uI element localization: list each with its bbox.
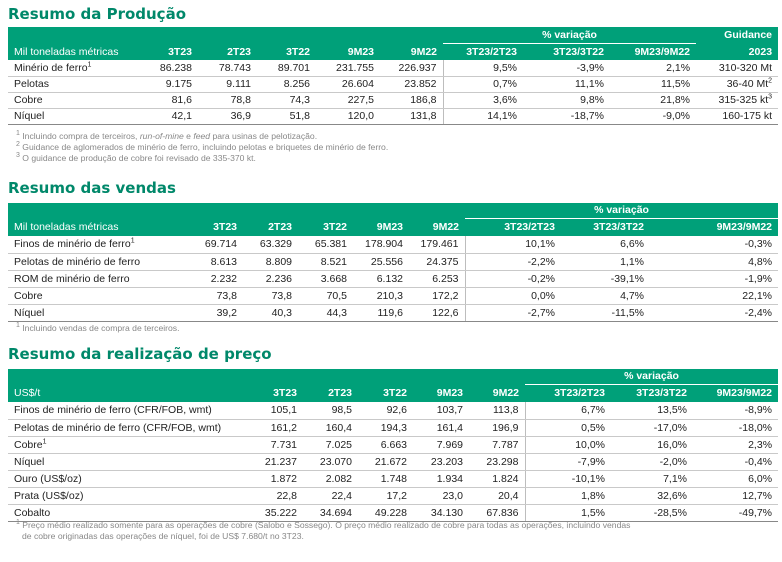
table-cell: 8.613	[183, 253, 243, 270]
table-cell: -2,4%	[650, 304, 778, 321]
col-header: 3T23/3T22	[523, 43, 610, 60]
col-header: 9M23/9M22	[693, 384, 778, 402]
table-cell: -3,9%	[523, 60, 610, 76]
row-label: Ouro (US$/oz)	[8, 470, 243, 487]
table-cell: -9,0%	[610, 108, 696, 124]
col-header: 3T23/2T23	[465, 218, 561, 236]
table-cell: 20,4	[469, 487, 525, 504]
table-cell: 3.668	[298, 270, 353, 287]
table-cell: 103,7	[413, 402, 469, 419]
table-cell: 22,4	[303, 487, 358, 504]
table-cell: 11,1%	[523, 76, 610, 92]
col-header: 9M22	[380, 43, 443, 60]
row-label: Prata (US$/oz)	[8, 487, 243, 504]
production-guidance-year: 2023	[696, 43, 778, 60]
sales-title: Resumo das vendas	[8, 179, 176, 197]
table-cell: 74,3	[257, 92, 316, 108]
table-cell: -28,5%	[611, 504, 693, 521]
table-cell: 23.070	[303, 453, 358, 470]
table-cell: 179.461	[409, 236, 465, 253]
table-cell: -7,9%	[525, 453, 611, 470]
table-cell: 8.809	[243, 253, 298, 270]
table-cell: 161,4	[413, 419, 469, 436]
footnote-1-cont: de cobre originadas das operações de níquel, foi de US$ 7.680/t no 3T23.	[22, 531, 304, 541]
table-cell: 210,3	[353, 287, 409, 304]
table-cell: 8.521	[298, 253, 353, 270]
col-header: 9M23	[413, 384, 469, 402]
table-cell: 11,5%	[610, 76, 696, 92]
table-cell: 7,1%	[611, 470, 693, 487]
footnote-1: $^1$ Incluindo vendas de compra de terceiros.	[16, 322, 180, 333]
table-cell: -18,0%	[693, 419, 778, 436]
table-cell: 25.556	[353, 253, 409, 270]
table-cell: 23.203	[413, 453, 469, 470]
table-cell: 89.701	[257, 60, 316, 76]
table-cell: 4,7%	[561, 287, 650, 304]
footnote-2: $^2$ Guidance de aglomerados de minério de ferro, incluindo pelotas e briquetes de minério de ferro.	[16, 141, 389, 152]
table-cell: 7.025	[303, 436, 358, 453]
footnote-3: $^3$ O guidance de produção de cobre foi revisado de 335-370 kt.	[16, 152, 256, 163]
table-cell: 70,5	[298, 287, 353, 304]
col-header: 9M23/9M22	[650, 218, 778, 236]
table-cell: 186,8	[380, 92, 443, 108]
table-row	[8, 402, 778, 419]
table-cell: 113,8	[469, 402, 525, 419]
table-cell: 105,1	[243, 402, 303, 419]
table-cell: 1,8%	[525, 487, 611, 504]
table-cell: 3,6%	[443, 92, 523, 108]
row-label: Minério de ferro$^1$	[8, 60, 148, 76]
table-cell: 196,9	[469, 419, 525, 436]
table-row	[8, 453, 778, 470]
production-variation-header: % variação	[443, 27, 696, 43]
table-cell: 6,7%	[525, 402, 611, 419]
row-label: Finos de minério de ferro (CFR/FOB, wmt)	[8, 402, 243, 419]
table-cell: 98,5	[303, 402, 358, 419]
table-cell: 12,7%	[693, 487, 778, 504]
table-cell: 32,6%	[611, 487, 693, 504]
table-cell: 78,8	[198, 92, 257, 108]
table-cell: 69.714	[183, 236, 243, 253]
table-cell: 178.904	[353, 236, 409, 253]
table-row	[8, 92, 778, 108]
table-cell: 35.222	[243, 504, 303, 521]
table-row	[8, 76, 778, 92]
table-row	[8, 60, 778, 76]
col-header: 2T23	[198, 43, 257, 60]
table-row	[8, 304, 778, 321]
table-cell: 6.132	[353, 270, 409, 287]
col-header: 9M23	[316, 43, 380, 60]
col-header: 3T22	[358, 384, 413, 402]
table-cell: 122,6	[409, 304, 465, 321]
table-cell: 21,8%	[610, 92, 696, 108]
table-cell: 119,6	[353, 304, 409, 321]
row-label: Níquel	[8, 108, 148, 124]
table-cell: 13,5%	[611, 402, 693, 419]
table-cell: -1,9%	[650, 270, 778, 287]
table-cell: -39,1%	[561, 270, 650, 287]
table-cell: 1.872	[243, 470, 303, 487]
table-cell: 0,5%	[525, 419, 611, 436]
table-cell: 7.787	[469, 436, 525, 453]
table-cell: 65.381	[298, 236, 353, 253]
table-cell: 42,1	[148, 108, 198, 124]
table-cell: 6,0%	[693, 470, 778, 487]
table-cell: 2.236	[243, 270, 298, 287]
table-row	[8, 270, 778, 287]
production-table	[8, 27, 778, 125]
table-cell: -0,2%	[465, 270, 561, 287]
table-row	[8, 504, 778, 521]
table-cell: 231.755	[316, 60, 380, 76]
table-row	[8, 108, 778, 124]
footnote-1: $^1$ Preço médio realizado somente para as operações de cobre (Salobo e Sossego). O preço médio realizado de cobre para todas as operações, incluindo vendas	[16, 519, 631, 530]
table-cell: 14,1%	[443, 108, 523, 124]
row-label: Cobre$^1$	[8, 436, 243, 453]
row-label: Níquel	[8, 304, 183, 321]
table-cell: -0,4%	[693, 453, 778, 470]
table-cell: 67.836	[469, 504, 525, 521]
table-row	[8, 253, 778, 270]
table-cell: 2,3%	[693, 436, 778, 453]
table-row	[8, 487, 778, 504]
table-cell: 63.329	[243, 236, 298, 253]
table-cell: 10,1%	[465, 236, 561, 253]
col-header: 2T23	[303, 384, 358, 402]
table-cell: 39,2	[183, 304, 243, 321]
row-label: Pelotas	[8, 76, 148, 92]
table-cell: 86.238	[148, 60, 198, 76]
table-cell: 7.731	[243, 436, 303, 453]
col-header: 9M22	[469, 384, 525, 402]
table-cell: 36,9	[198, 108, 257, 124]
row-label: Cobre	[8, 92, 148, 108]
table-cell: 2,1%	[610, 60, 696, 76]
table-cell: 44,3	[298, 304, 353, 321]
col-header: 9M23	[353, 218, 409, 236]
table-cell: 78.743	[198, 60, 257, 76]
table-row	[8, 287, 778, 304]
production-footnotes	[16, 131, 388, 164]
table-cell: 131,8	[380, 108, 443, 124]
sales-table	[8, 203, 778, 322]
table-cell: -8,9%	[693, 402, 778, 419]
table-cell: 23.298	[469, 453, 525, 470]
col-header: 3T23/3T22	[611, 384, 693, 402]
table-cell: 0,7%	[443, 76, 523, 92]
col-header: 3T23/2T23	[525, 384, 611, 402]
table-cell: 1,1%	[561, 253, 650, 270]
table-cell: 1.824	[469, 470, 525, 487]
table-cell: 9,8%	[523, 92, 610, 108]
table-cell: 1.748	[358, 470, 413, 487]
row-label: Níquel	[8, 453, 243, 470]
table-cell: 8.256	[257, 76, 316, 92]
prices-unit-header: US$/t	[8, 384, 243, 402]
prices-variation-header: % variação	[525, 369, 778, 384]
table-cell: 6,6%	[561, 236, 650, 253]
table-cell: 7.969	[413, 436, 469, 453]
table-cell: 2.232	[183, 270, 243, 287]
guidance-cell: 160-175 kt	[696, 108, 778, 124]
sales-footnotes	[16, 323, 179, 334]
table-cell: 21.672	[358, 453, 413, 470]
table-row	[8, 236, 778, 253]
table-cell: 1,5%	[525, 504, 611, 521]
row-label: Pelotas de minério de ferro (CFR/FOB, wmt)	[8, 419, 243, 436]
table-cell: 40,3	[243, 304, 298, 321]
table-cell: 9.111	[198, 76, 257, 92]
table-cell: -17,0%	[611, 419, 693, 436]
table-cell: 34.130	[413, 504, 469, 521]
footnote-1: $^1$ Incluindo compra de terceiros, run-of-mine e feed para usinas de pelotização.	[16, 130, 318, 141]
row-label: Cobalto	[8, 504, 243, 521]
table-cell: 194,3	[358, 419, 413, 436]
table-cell: 17,2	[358, 487, 413, 504]
table-cell: 73,8	[183, 287, 243, 304]
table-cell: 172,2	[409, 287, 465, 304]
table-cell: 0,0%	[465, 287, 561, 304]
table-cell: 73,8	[243, 287, 298, 304]
table-cell: 227,5	[316, 92, 380, 108]
table-cell: 81,6	[148, 92, 198, 108]
table-cell: -2,7%	[465, 304, 561, 321]
table-cell: -2,0%	[611, 453, 693, 470]
table-cell: 4,8%	[650, 253, 778, 270]
table-cell: 22,1%	[650, 287, 778, 304]
col-header: 3T23	[148, 43, 198, 60]
table-row	[8, 436, 778, 453]
table-cell: 2.082	[303, 470, 358, 487]
table-cell: -0,3%	[650, 236, 778, 253]
row-label: Cobre	[8, 287, 183, 304]
table-cell: 24.375	[409, 253, 465, 270]
table-cell: -11,5%	[561, 304, 650, 321]
table-cell: 21.237	[243, 453, 303, 470]
col-header: 3T23	[243, 384, 303, 402]
table-row	[8, 470, 778, 487]
col-header: 3T23/2T23	[443, 43, 523, 60]
col-header: 9M23/9M22	[610, 43, 696, 60]
table-cell: 23,0	[413, 487, 469, 504]
sales-unit-header: Mil toneladas métricas	[8, 218, 183, 236]
col-header: 9M22	[409, 218, 465, 236]
table-cell: 51,8	[257, 108, 316, 124]
col-header: 3T22	[298, 218, 353, 236]
table-cell: 34.694	[303, 504, 358, 521]
table-cell: 23.852	[380, 76, 443, 92]
production-unit-header: Mil toneladas métricas	[8, 43, 148, 60]
table-cell: 92,6	[358, 402, 413, 419]
table-cell: 49.228	[358, 504, 413, 521]
guidance-cell: 315-325 $kt^3$	[696, 92, 778, 108]
col-header: 3T23	[183, 218, 243, 236]
table-cell: 26.604	[316, 76, 380, 92]
col-header: 3T23/3T22	[561, 218, 650, 236]
col-header: 3T22	[257, 43, 316, 60]
prices-table	[8, 369, 778, 522]
prices-footnotes	[16, 520, 630, 542]
production-guidance-label: Guidance	[696, 27, 778, 43]
table-row	[8, 419, 778, 436]
col-header: 2T23	[243, 218, 298, 236]
table-cell: 16,0%	[611, 436, 693, 453]
table-cell: 9,5%	[443, 60, 523, 76]
table-cell: -10,1%	[525, 470, 611, 487]
table-cell: 6.663	[358, 436, 413, 453]
table-cell: 9.175	[148, 76, 198, 92]
table-cell: -49,7%	[693, 504, 778, 521]
guidance-cell: 36-40 Mt$^2$	[696, 76, 778, 92]
table-cell: -2,2%	[465, 253, 561, 270]
table-cell: 226.937	[380, 60, 443, 76]
guidance-cell: 310-320 Mt	[696, 60, 778, 76]
row-label: Finos de minério de ferro$^1$	[8, 236, 183, 253]
production-title: Resumo da Produção	[8, 5, 187, 23]
table-cell: 22,8	[243, 487, 303, 504]
table-cell: 120,0	[316, 108, 380, 124]
table-cell: 161,2	[243, 419, 303, 436]
table-cell: 160,4	[303, 419, 358, 436]
table-cell: 1.934	[413, 470, 469, 487]
table-cell: 6.253	[409, 270, 465, 287]
prices-title: Resumo da realização de preço	[8, 345, 272, 363]
table-cell: -18,7%	[523, 108, 610, 124]
row-label: Pelotas de minério de ferro	[8, 253, 183, 270]
table-cell: 10,0%	[525, 436, 611, 453]
row-label: ROM de minério de ferro	[8, 270, 183, 287]
sales-variation-header: % variação	[465, 203, 778, 218]
